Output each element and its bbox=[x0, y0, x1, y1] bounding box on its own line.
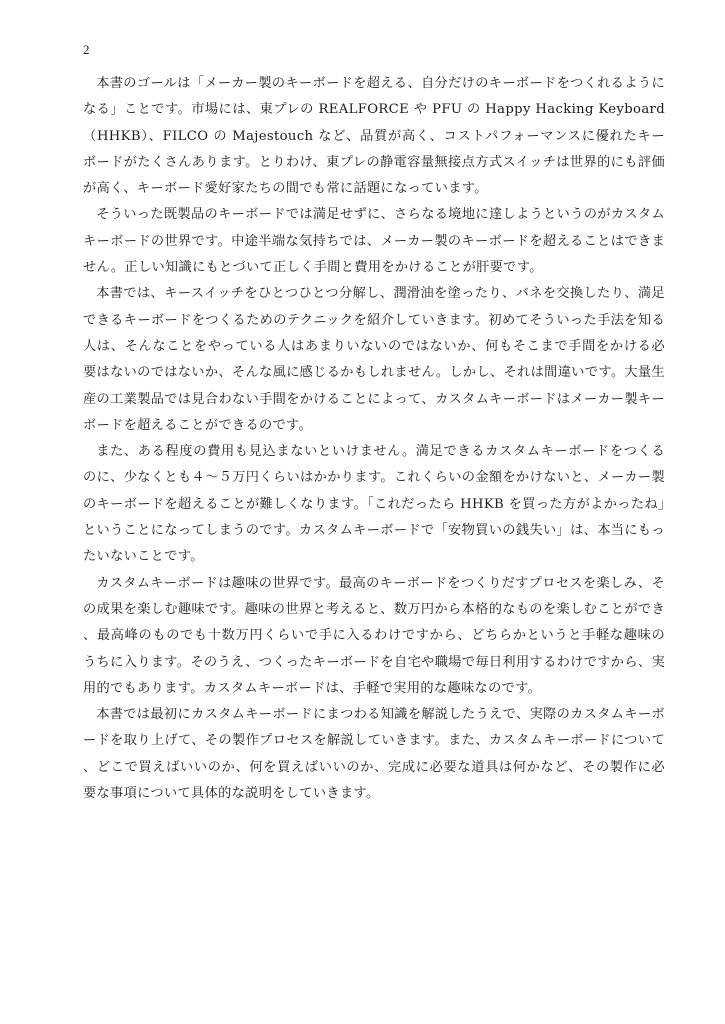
paragraph-cost: また、ある程度の費用も見込まないといけません。満足できるカスタムキーボードをつくるのに、少なくとも４～５万円くらいはかかります。これくらいの金額をかけないと、メーカー製のキーボードを超えることが難しくなります。「これだったら HHKB を買った方がよかったね」ということになってしまうのです。カスタムキーボードで「安物買いの銭失い」は、本当にもったいないことです。 bbox=[83, 444, 665, 565]
paragraph-book-outline: 本書では最初にカスタムキーボードにまつわる知識を解説したうえで、実際のカスタムキーボードを取り上げて、その製作プロセスを解説していきます。また、カスタムキーボードについて、どこで買えばいいのか、何を買えばいいのか、完成に必要な道具は何かなど、その製作に必要な事項について具体的な説明をしていきます。 bbox=[83, 707, 665, 802]
paragraph-custom-keyboard-world: そういった既製品のキーボードでは満足せずに、さらなる境地に達しようというのがカスタムキーボードの世界です。中途半端な気持ちでは、メーカー製のキーボードを超えることはできません。正しい知識にもとづいて正しく手間と費用をかけることが肝要です。 bbox=[83, 207, 665, 276]
body-text bbox=[83, 71, 665, 807]
paragraph-goal: 本書のゴールは「メーカー製のキーボードを超える、自分だけのキーボードをつくれるようになる」ことです。市場には、東プレの REALFORCE や PFU の Happy Hacking Keyboard（HHKB）、FILCO の Majestouch など、品質が高く、コストパフォーマンスに優れたキーボードがたくさんあります。とりわけ、東プレの静電容量無接点方式スイッチは世界的にも評価が高く、キーボード愛好家たちの間でも常に話題になっています。 bbox=[83, 76, 665, 197]
paragraph-techniques: 本書では、キースイッチをひとつひとつ分解し、潤滑油を塗ったり、バネを交換したり、満足できるキーボードをつくるためのテクニックを紹介していきます。初めてそういった手法を知る人は、そんなことをやっている人はあまりいないのではないか、何もそこまで手間をかける必要はないのではないか、そんな風に感じるかもしれません。しかし、それは間違いです。大量生産の工業製品では見合わない手間をかけることによって、カスタムキーボードはメーカー製キーボードを超えることができるのです。 bbox=[83, 286, 665, 433]
page-number: 2 bbox=[83, 42, 90, 57]
paragraph-hobby: カスタムキーボードは趣味の世界です。最高のキーボードをつくりだすプロセスを楽しみ、その成果を楽しむ趣味です。趣味の世界と考えると、数万円から本格的なものを楽しむことができ、最高峰のものでも十数万円くらいで手に入るわけですから、どちらかというと手軽な趣味のうちに入ります。そのうえ、つくったキーボードを自宅や職場で毎日利用するわけですから、実用的でもあります。カスタムキーボードは、手軽で実用的な趣味なのです。 bbox=[83, 575, 665, 696]
